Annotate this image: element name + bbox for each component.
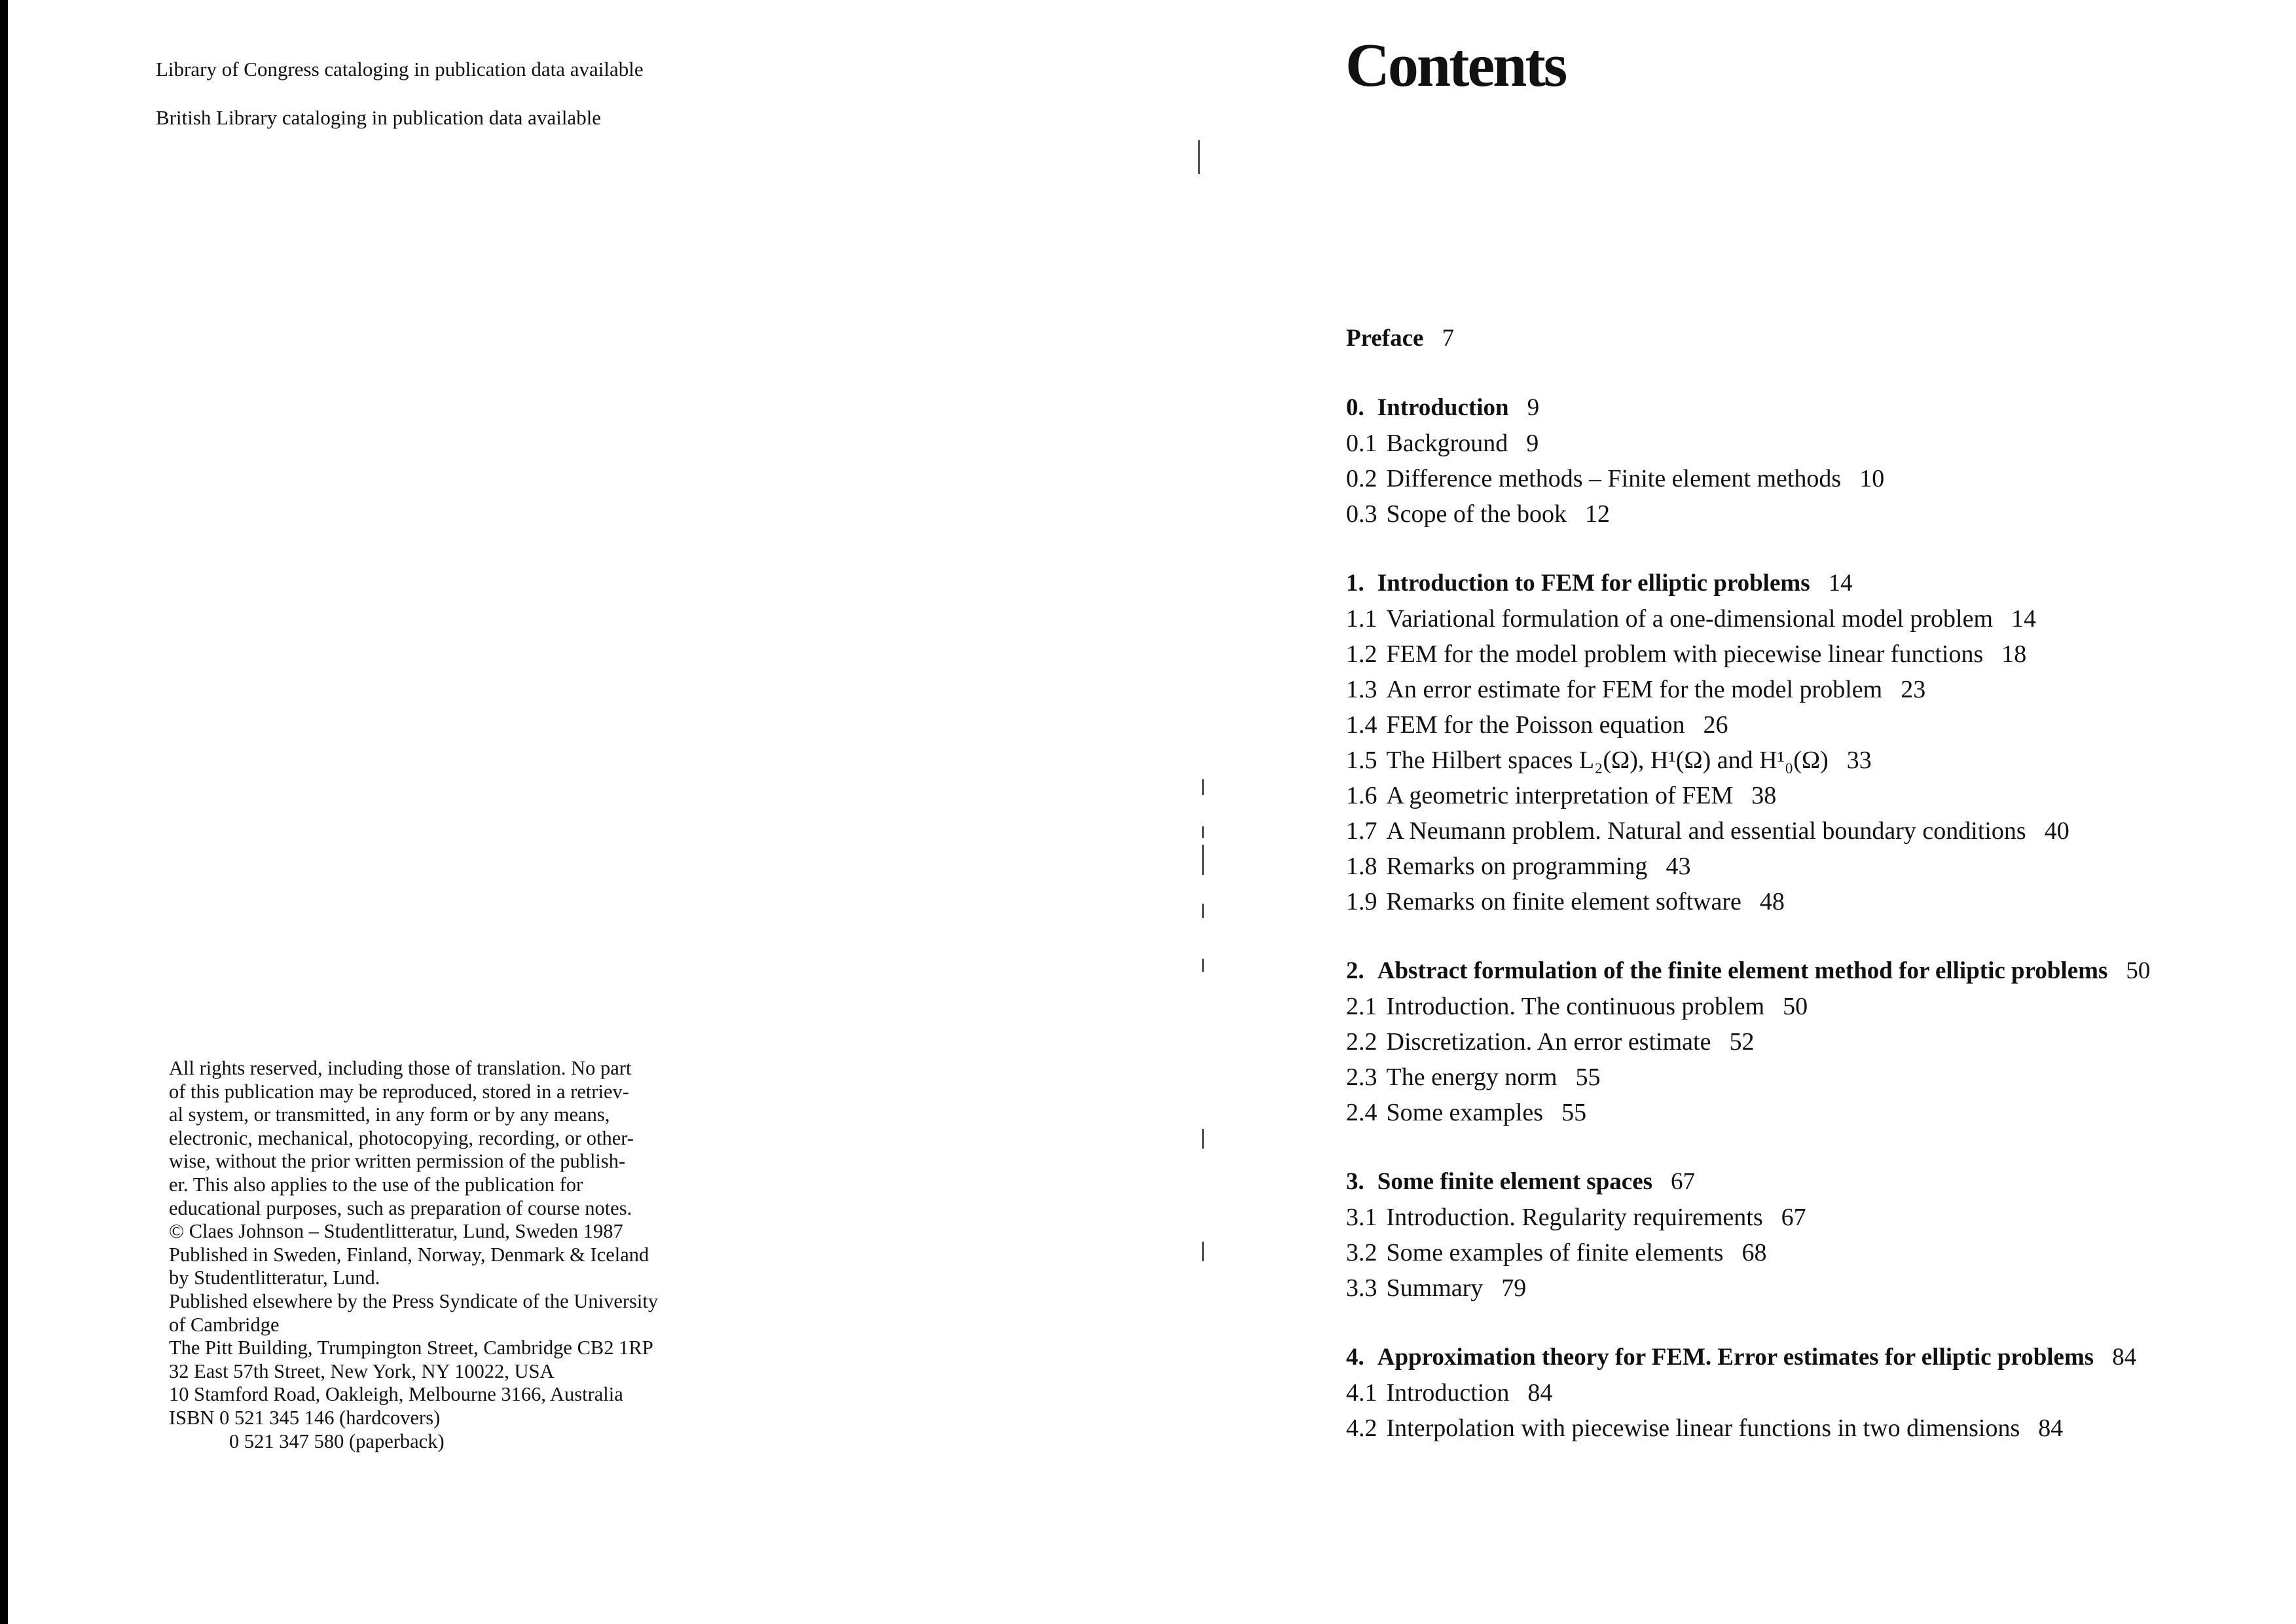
toc-title: Remarks on programming xyxy=(1386,853,1648,880)
gutter-mark xyxy=(1202,826,1204,838)
toc-number: 3.3 xyxy=(1346,1274,1377,1302)
toc-number: 3.2 xyxy=(1346,1239,1377,1266)
toc-section xyxy=(1346,778,2289,813)
toc-title: Some finite element spaces xyxy=(1377,1168,1653,1195)
toc-number: 2.2 xyxy=(1346,1028,1377,1056)
toc-page-number: 26 xyxy=(1703,711,1728,739)
contents-page xyxy=(1218,0,2296,1624)
toc-number: 2.3 xyxy=(1346,1063,1377,1091)
toc-title: An error estimate for FEM for the model problem xyxy=(1386,676,1883,703)
toc-page-number: 43 xyxy=(1666,853,1691,880)
toc-section xyxy=(1346,426,2289,461)
toc-title: The energy norm xyxy=(1386,1063,1558,1091)
rights-notice xyxy=(169,1057,797,1453)
toc-title: Remarks on finite element software xyxy=(1386,888,1741,915)
rights-line: educational purposes, such as preparation of course notes. xyxy=(169,1196,632,1219)
table-of-contents xyxy=(1346,321,2289,1480)
gutter-mark xyxy=(1202,845,1204,875)
toc-title: The Hilbert spaces L₂(Ω), H¹(Ω) and H¹₀(Ω) xyxy=(1386,747,1829,774)
gutter-mark xyxy=(1202,1242,1204,1261)
toc-page-number: 84 xyxy=(1527,1379,1553,1407)
toc-page-number: 9 xyxy=(1527,394,1540,421)
toc-group xyxy=(1346,566,2289,919)
toc-section xyxy=(1346,849,2289,884)
toc-section xyxy=(1346,743,2289,778)
toc-section xyxy=(1346,496,2289,532)
toc-section xyxy=(1346,813,2289,849)
toc-section xyxy=(1346,1235,2289,1270)
toc-section xyxy=(1346,672,2289,707)
toc-group xyxy=(1346,390,2289,532)
toc-title: Difference methods – Finite element methods xyxy=(1386,465,1842,492)
toc-section xyxy=(1346,1270,2289,1306)
toc-number: 2.4 xyxy=(1346,1099,1377,1126)
toc-section xyxy=(1346,1024,2289,1060)
toc-number: 1.5 xyxy=(1346,747,1377,774)
toc-title: Introduction to FEM for elliptic problems xyxy=(1377,570,1810,597)
toc-number: 1.8 xyxy=(1346,853,1377,880)
toc-page-number: 50 xyxy=(1783,993,1808,1020)
gutter-mark xyxy=(1198,140,1200,174)
address-line: 10 Stamford Road, Oakleigh, Melbourne 3166, Australia xyxy=(169,1383,623,1406)
rights-line: All rights reserved, including those of translation. No part xyxy=(169,1057,632,1079)
toc-title: Introduction. Regularity requirements xyxy=(1386,1204,1763,1231)
toc-number: 1.1 xyxy=(1346,605,1377,633)
toc-page-number: 48 xyxy=(1759,888,1785,915)
toc-number: 0.1 xyxy=(1346,430,1377,457)
toc-chapter xyxy=(1346,321,2289,356)
toc-page-number: 50 xyxy=(2126,957,2151,984)
toc-page-number: 7 xyxy=(1442,325,1454,352)
toc-page-number: 40 xyxy=(2044,817,2069,845)
toc-section xyxy=(1346,1200,2289,1235)
gutter-mark xyxy=(1202,904,1204,918)
toc-number: 0. xyxy=(1346,394,1364,421)
toc-section xyxy=(1346,1411,2289,1446)
toc-page-number: 14 xyxy=(1828,570,1853,597)
toc-title: Scope of the book xyxy=(1386,500,1567,528)
toc-title: Introduction. The continuous problem xyxy=(1386,993,1765,1020)
toc-number: 4.1 xyxy=(1346,1379,1377,1407)
toc-title: A geometric interpretation of FEM xyxy=(1386,782,1734,809)
toc-number: 1.2 xyxy=(1346,640,1377,668)
toc-group xyxy=(1346,321,2289,356)
toc-group xyxy=(1346,1340,2289,1446)
toc-number: 1. xyxy=(1346,570,1364,597)
toc-chapter xyxy=(1346,953,2289,989)
cip-line-bl: British Library cataloging in publication data available xyxy=(156,106,602,129)
toc-title: Approximation theory for FEM. Error estimates for elliptic problems xyxy=(1377,1344,2094,1371)
toc-section xyxy=(1346,601,2289,637)
toc-number: 4.2 xyxy=(1346,1414,1377,1442)
toc-number: 1.6 xyxy=(1346,782,1377,809)
toc-page-number: 79 xyxy=(1501,1274,1527,1302)
toc-page-number: 67 xyxy=(1671,1168,1696,1195)
toc-section xyxy=(1346,707,2289,743)
toc-title: Background xyxy=(1386,430,1508,457)
toc-title: Summary xyxy=(1386,1274,1484,1302)
toc-title: Some examples xyxy=(1386,1099,1544,1126)
toc-page-number: 84 xyxy=(2038,1414,2064,1442)
gutter-mark xyxy=(1202,779,1204,795)
toc-page-number: 12 xyxy=(1584,500,1610,528)
toc-page-number: 68 xyxy=(1741,1239,1767,1266)
toc-number: 1.4 xyxy=(1346,711,1377,739)
toc-section xyxy=(1346,1095,2289,1130)
toc-group xyxy=(1346,1164,2289,1306)
copyright-line: © Claes Johnson – Studentlitteratur, Lund, Sweden 1987 xyxy=(169,1220,623,1243)
toc-page-number: 18 xyxy=(2001,640,2027,668)
toc-page-number: 33 xyxy=(1846,747,1872,774)
toc-page-number: 67 xyxy=(1781,1204,1806,1231)
toc-number: 3.1 xyxy=(1346,1204,1377,1231)
rights-line: electronic, mechanical, photocopying, recording, or other- xyxy=(169,1126,634,1149)
rights-line: Published elsewhere by the Press Syndicate of the University xyxy=(169,1289,659,1312)
toc-page-number: 10 xyxy=(1859,465,1885,492)
toc-page-number: 23 xyxy=(1901,676,1926,703)
toc-title: Abstract formulation of the finite element method for elliptic problems xyxy=(1377,957,2108,984)
toc-page-number: 52 xyxy=(1729,1028,1755,1056)
toc-page-number: 38 xyxy=(1751,782,1777,809)
toc-group xyxy=(1346,953,2289,1130)
toc-number: 1.9 xyxy=(1346,888,1377,915)
toc-page-number: 55 xyxy=(1575,1063,1601,1091)
rights-line: wise, without the prior written permission of the publish- xyxy=(169,1150,626,1173)
toc-page-number: 9 xyxy=(1526,430,1539,457)
toc-title: Discretization. An error estimate xyxy=(1386,1028,1711,1056)
cip-line-loc: Library of Congress cataloging in publication data available xyxy=(156,58,644,81)
toc-chapter xyxy=(1346,390,2289,426)
toc-section xyxy=(1346,637,2289,672)
toc-title: FEM for the Poisson equation xyxy=(1386,711,1685,739)
toc-section xyxy=(1346,1060,2289,1095)
toc-number: 0.3 xyxy=(1346,500,1377,528)
toc-number: 1.3 xyxy=(1346,676,1377,703)
isbn-line: 0 521 347 580 (paperback) xyxy=(229,1430,445,1452)
address-line: The Pitt Building, Trumpington Street, Cambridge CB2 1RP xyxy=(169,1337,653,1359)
toc-number: 1.7 xyxy=(1346,817,1377,845)
toc-number: 4. xyxy=(1346,1344,1364,1371)
toc-title: FEM for the model problem with piecewise linear functions xyxy=(1386,640,1984,668)
toc-page-number: 14 xyxy=(2011,605,2037,633)
toc-title: Variational formulation of a one-dimensional model problem xyxy=(1386,605,1994,633)
rights-line: of Cambridge xyxy=(169,1313,280,1336)
page-title: Contents xyxy=(1345,31,1566,100)
toc-title: Interpolation with piecewise linear functions in two dimensions xyxy=(1386,1414,2020,1442)
toc-chapter xyxy=(1346,566,2289,601)
toc-chapter xyxy=(1346,1340,2289,1375)
rights-line: al system, or transmitted, in any form or by any means, xyxy=(169,1103,610,1126)
toc-title: Preface xyxy=(1346,325,1424,352)
gutter-mark xyxy=(1202,1129,1204,1149)
toc-section xyxy=(1346,461,2289,496)
isbn-line: ISBN 0 521 345 146 (hardcovers) xyxy=(169,1406,441,1429)
rights-line: of this publication may be reproduced, stored in a retriev- xyxy=(169,1080,629,1103)
toc-number: 2. xyxy=(1346,957,1364,984)
toc-section xyxy=(1346,989,2289,1024)
rights-line: by Studentlitteratur, Lund. xyxy=(169,1266,380,1289)
toc-title: A Neumann problem. Natural and essential boundary conditions xyxy=(1386,817,2026,845)
toc-section xyxy=(1346,884,2289,919)
toc-chapter xyxy=(1346,1164,2289,1200)
toc-number: 3. xyxy=(1346,1168,1364,1195)
toc-title: Some examples of finite elements xyxy=(1386,1239,1724,1266)
toc-title: Introduction xyxy=(1386,1379,1510,1407)
toc-page-number: 84 xyxy=(2112,1344,2137,1371)
gutter-mark xyxy=(1202,959,1204,972)
address-line: 32 East 57th Street, New York, NY 10022, USA xyxy=(169,1359,555,1382)
toc-number: 0.2 xyxy=(1346,465,1377,492)
toc-number: 2.1 xyxy=(1346,993,1377,1020)
toc-section xyxy=(1346,1375,2289,1411)
rights-line: er. This also applies to the use of the publication for xyxy=(169,1173,583,1196)
toc-title: Introduction xyxy=(1377,394,1509,421)
toc-page-number: 55 xyxy=(1561,1099,1587,1126)
rights-line: Published in Sweden, Finland, Norway, Denmark & Iceland xyxy=(169,1243,649,1266)
